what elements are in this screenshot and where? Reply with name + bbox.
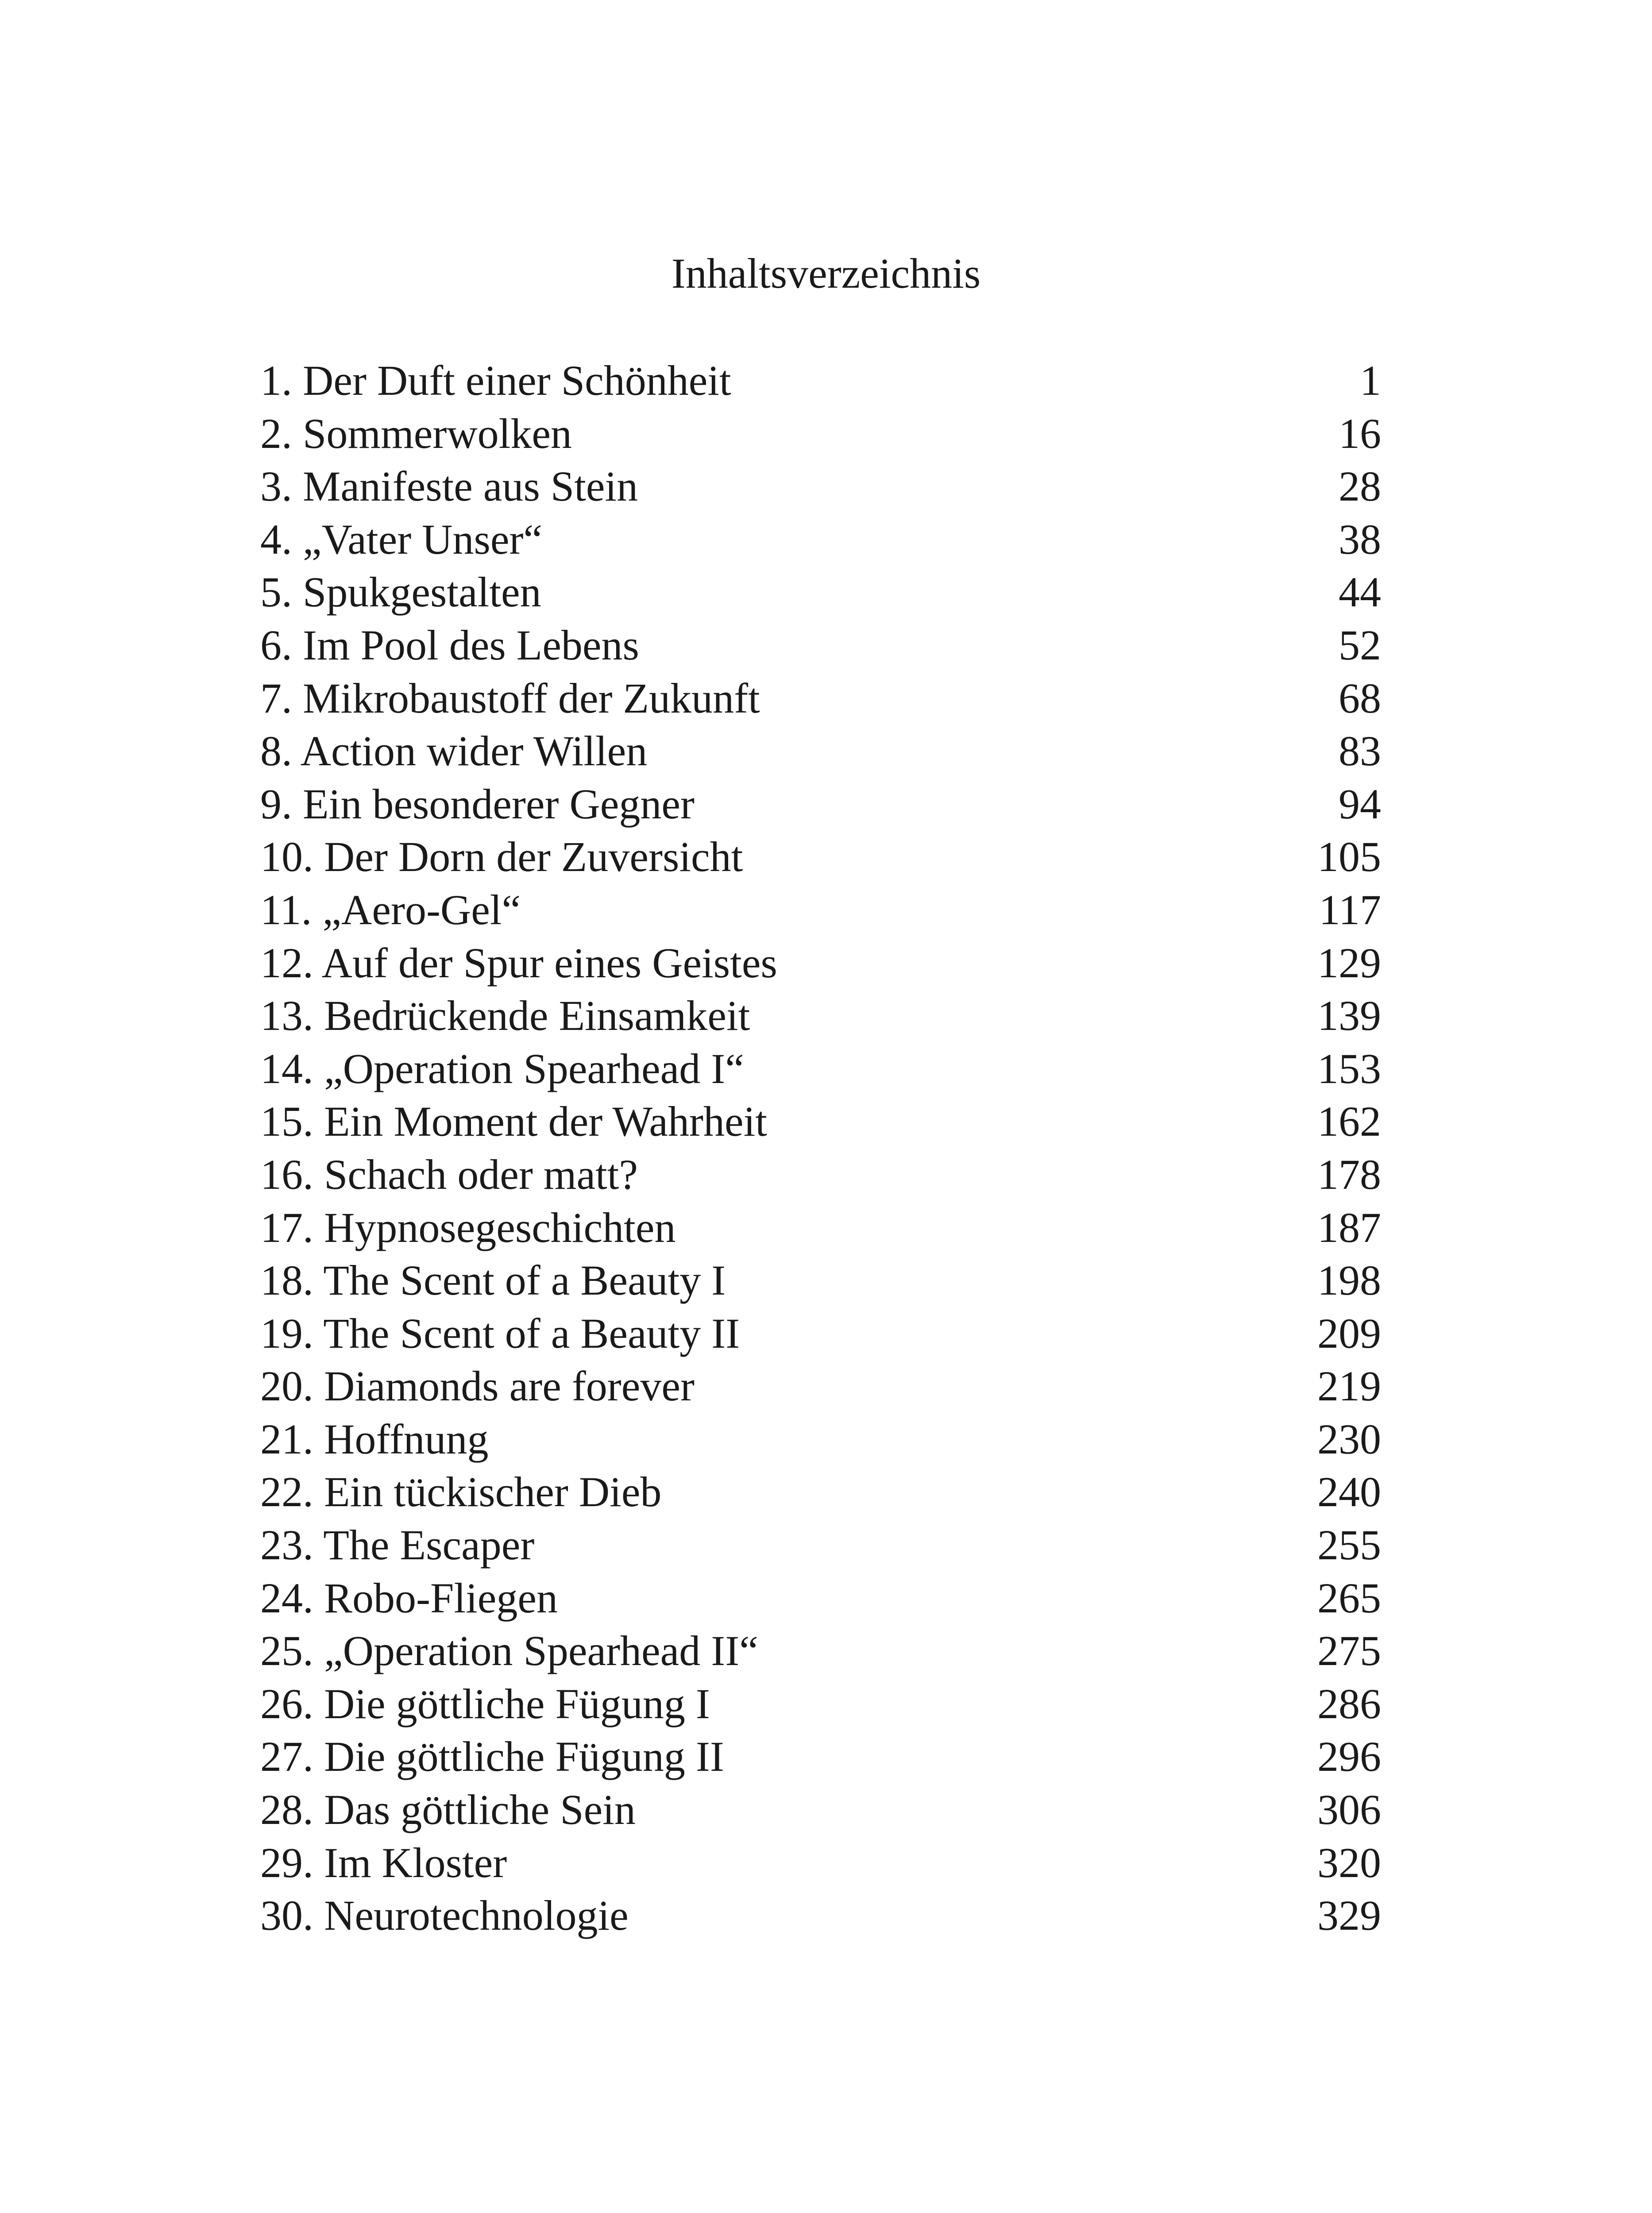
toc-entry-title: 10. Der Dorn der Zuversicht: [260, 833, 743, 881]
toc-entry-page-number: 306: [1317, 1786, 1381, 1834]
toc-entry-title: 6. Im Pool des Lebens: [260, 621, 639, 669]
toc-entry: [260, 1413, 1381, 1466]
toc-entry: [260, 460, 1381, 513]
toc-entry-page-number: 105: [1317, 833, 1381, 881]
toc-entry-page-number: 38: [1339, 515, 1381, 563]
toc-entry: [260, 937, 1381, 990]
toc-entry-title: 23. The Escaper: [260, 1521, 535, 1569]
toc-entry-title: 4. „Vater Unser“: [260, 515, 543, 563]
toc-entry: [260, 1677, 1381, 1731]
toc-entry: [260, 1730, 1381, 1783]
toc-entry-page-number: 28: [1339, 463, 1381, 510]
toc-entry-page-number: 162: [1317, 1098, 1381, 1145]
toc-entry-page-number: 178: [1317, 1150, 1381, 1198]
toc-entry-page-number: 255: [1317, 1521, 1381, 1569]
toc-entry-page-number: 117: [1319, 886, 1381, 933]
toc-entry-title: 3. Manifeste aus Stein: [260, 463, 638, 510]
toc-entry: [260, 1572, 1381, 1625]
toc-entry-page-number: 94: [1339, 780, 1381, 828]
toc-entry-page-number: 296: [1317, 1733, 1381, 1781]
toc-entry: [260, 513, 1381, 566]
toc-entry-title: 29. Im Kloster: [260, 1839, 507, 1886]
toc-entry: [260, 354, 1381, 407]
toc-entry-title: 24. Robo-Fliegen: [260, 1574, 558, 1622]
toc-entry-page-number: 129: [1317, 939, 1381, 987]
toc-entry-title: 5. Spukgestalten: [260, 568, 541, 616]
toc-entry-page-number: 83: [1339, 727, 1381, 775]
toc-entry: [260, 566, 1381, 619]
toc-entry: [260, 672, 1381, 725]
toc-entry: [260, 1836, 1381, 1889]
page-title: Inhaltsverzeichnis: [671, 250, 981, 297]
toc-entry-page-number: 286: [1317, 1680, 1381, 1727]
toc-entry: [260, 1042, 1381, 1095]
toc-entry-title: 11. „Aero-Gel“: [260, 886, 521, 933]
toc-entry-title: 14. „Operation Spearhead I“: [260, 1045, 744, 1092]
toc-entry: [260, 883, 1381, 937]
toc-entry: [260, 1783, 1381, 1836]
toc-entry: [260, 725, 1381, 778]
toc-entry-title: 18. The Scent of a Beauty I: [260, 1257, 726, 1304]
toc-entry-title: 2. Sommerwolken: [260, 409, 572, 457]
toc-entry: [260, 619, 1381, 672]
toc-entry-title: 28. Das göttliche Sein: [260, 1786, 636, 1834]
toc-entry-page-number: 153: [1317, 1045, 1381, 1092]
toc-entry-title: 17. Hypnosegeschichten: [260, 1203, 676, 1251]
toc-entry-title: 1. Der Duft einer Schönheit: [260, 357, 731, 404]
toc-entry-title: 9. Ein besonderer Gegner: [260, 780, 695, 828]
toc-entry: [260, 407, 1381, 460]
toc-entry-title: 12. Auf der Spur eines Geistes: [260, 939, 777, 987]
toc-entry-page-number: 329: [1317, 1892, 1381, 1939]
toc-entry-title: 13. Bedrückende Einsamkeit: [260, 992, 750, 1040]
toc-entry-page-number: 219: [1317, 1362, 1381, 1410]
toc-entry-page-number: 275: [1317, 1627, 1381, 1675]
toc-entry: [260, 1519, 1381, 1572]
toc-entry-page-number: 1: [1360, 357, 1381, 404]
toc-entry: [260, 778, 1381, 831]
toc-entry-title: 8. Action wider Willen: [260, 727, 648, 775]
toc-entry-page-number: 16: [1339, 409, 1381, 457]
toc-entry: [260, 830, 1381, 883]
toc-entry: [260, 1307, 1381, 1360]
toc-entry-title: 27. Die göttliche Fügung II: [260, 1733, 724, 1781]
toc-entry-page-number: 68: [1339, 674, 1381, 722]
toc-entry-page-number: 52: [1339, 621, 1381, 669]
toc-entry-title: 20. Diamonds are forever: [260, 1362, 695, 1410]
toc-entry-page-number: 240: [1317, 1468, 1381, 1516]
toc-entry-page-number: 44: [1339, 568, 1381, 616]
toc-entry: [260, 1624, 1381, 1677]
toc-entry-page-number: 230: [1317, 1415, 1381, 1463]
toc-entry: [260, 1148, 1381, 1201]
toc-entry-title: 16. Schach oder matt?: [260, 1150, 638, 1198]
toc-entry-title: 21. Hoffnung: [260, 1415, 489, 1463]
toc-entry: [260, 989, 1381, 1042]
toc-entry: [260, 1254, 1381, 1307]
toc-entry-title: 30. Neurotechnologie: [260, 1892, 629, 1939]
toc-entry-title: 25. „Operation Spearhead II“: [260, 1627, 758, 1675]
toc-entry-title: 22. Ein tückischer Dieb: [260, 1468, 662, 1516]
toc-entry: [260, 1095, 1381, 1148]
toc-entry-page-number: 265: [1317, 1574, 1381, 1622]
toc-entry: [260, 1889, 1381, 1942]
toc-entry-page-number: 139: [1317, 992, 1381, 1040]
toc-entry-page-number: 198: [1317, 1257, 1381, 1304]
toc-entry-title: 26. Die göttliche Fügung I: [260, 1680, 710, 1727]
toc-entry: [260, 1360, 1381, 1413]
table-of-contents: [260, 354, 1381, 1942]
toc-entry-title: 7. Mikrobaustoff der Zukunft: [260, 674, 760, 722]
toc-entry-page-number: 320: [1317, 1839, 1381, 1886]
toc-entry: [260, 1201, 1381, 1254]
toc-entry: [260, 1465, 1381, 1519]
toc-entry-page-number: 187: [1317, 1203, 1381, 1251]
toc-entry-title: 15. Ein Moment der Wahrheit: [260, 1098, 767, 1145]
toc-entry-page-number: 209: [1317, 1309, 1381, 1357]
toc-entry-title: 19. The Scent of a Beauty II: [260, 1309, 740, 1357]
